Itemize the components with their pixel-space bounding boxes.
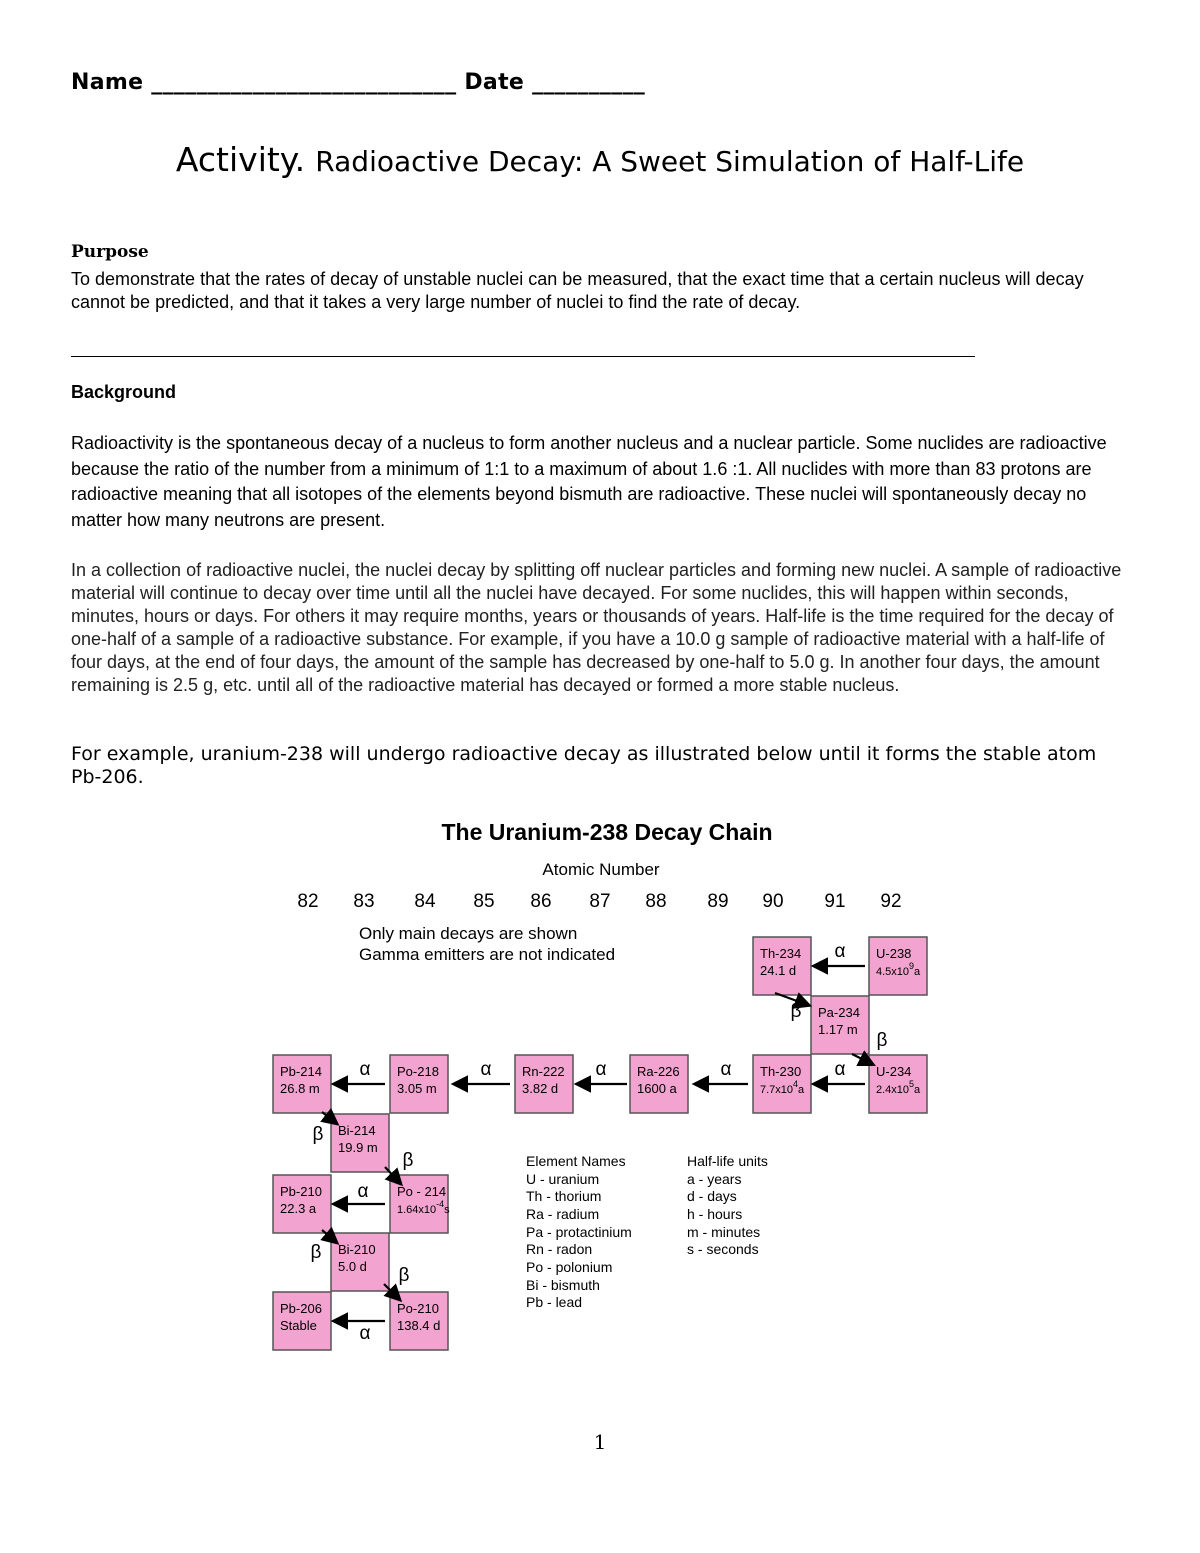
nuclide-name: U-238 [876,946,912,961]
nuclide-half-life: 5.0 d [338,1259,367,1274]
nuclide-name: Pa-234 [818,1005,860,1020]
nuclide-box [273,1292,331,1350]
nuclide-box [390,1055,448,1113]
title-activity: Activity. [175,140,306,179]
legend-half-life-units [687,1153,768,1257]
nuclide-half-life: $1.64x10^{-4}s$ [397,1199,450,1216]
legend-unit-item: s - seconds [687,1241,759,1257]
figure-title: The Uranium-238 Decay Chain [441,819,773,845]
legend-element-item: Po - polonium [526,1259,613,1275]
nuclide-half-life: 1600 a [637,1081,677,1096]
nuclide-box [515,1055,573,1113]
nuclide-box [753,1055,811,1113]
legend-element-item: Ra - radium [526,1206,600,1222]
nuclide-box [869,937,927,995]
atomic-number-label: 83 [353,891,375,912]
alpha-symbol: α [720,1059,732,1080]
nuclide-name: Th-230 [760,1064,802,1079]
nuclide-half-life: 24.1 d [760,963,797,978]
background-heading: Background [71,382,177,402]
purpose-text: To demonstrate that the rates of decay of unstable nuclei can be measured, that the exact time that a certain nucleus will decay cannot be predicted, and that it takes a very large number of nuclei to find the rate of decay. [71,269,1084,312]
nuclide-box [630,1055,688,1113]
atomic-number-label: 82 [297,891,319,912]
nuclide-name: Pb-210 [280,1184,322,1199]
date-label: Date [464,70,525,95]
nuclide-half-life: 138.4 d [397,1318,441,1333]
nuclide-half-life: $2.4x10^5a$ [876,1079,921,1096]
atomic-number-label: 84 [414,891,436,912]
atomic-number-label: 87 [589,891,611,912]
decay-chain-figure [260,810,950,1370]
nuclide-box [331,1114,389,1172]
beta-symbol: β [402,1150,414,1171]
atomic-number-label: 88 [645,891,667,912]
nuclide-box [869,1055,927,1113]
beta-symbol: β [790,1001,802,1022]
nuclide-half-life: 3.82 d [522,1081,559,1096]
legend-unit-item: m - minutes [687,1224,761,1240]
nuclide-half-life: 3.05 m [397,1081,437,1096]
note-main-decays: Only main decays are shown [359,924,578,943]
nuclide-name: Ra-226 [637,1064,680,1079]
page-number: 1 [593,1430,607,1454]
alpha-symbol: α [480,1059,492,1080]
beta-symbol: β [876,1030,888,1051]
page-title [0,140,1200,179]
nuclide-box [811,996,869,1054]
alpha-symbol: α [834,1059,846,1080]
legend-unit-item: h - hours [687,1206,743,1222]
nuclide-name: U-234 [876,1064,912,1079]
beta-symbol: β [310,1242,322,1263]
date-blank[interactable]: __________ [532,70,646,95]
legend-units-heading: Half-life units [687,1153,768,1169]
nuclide-box [273,1055,331,1113]
legend-element-names [526,1153,632,1310]
nuclide-box [753,937,811,995]
nuclide-box [390,1175,450,1233]
legend-element-item: Bi - bismuth [526,1277,600,1293]
legend-element-item: Pa - protactinium [526,1224,632,1240]
nuclide-name: Pb-206 [280,1301,322,1316]
atomic-number-label: 86 [530,891,552,912]
alpha-symbol: α [834,941,846,962]
beta-symbol: β [398,1265,410,1286]
alpha-symbol: α [595,1059,607,1080]
nuclide-name: Pb-214 [280,1064,322,1079]
alpha-symbol: α [359,1323,371,1344]
name-date-line [71,70,645,95]
legend-unit-item: d - days [687,1188,737,1204]
divider [71,356,975,357]
nuclide-name: Po-218 [397,1064,439,1079]
nuclide-box [273,1175,331,1233]
name-label: Name [71,70,144,95]
nuclide-half-life: $7.7x10^4a$ [760,1079,805,1096]
beta-symbol: β [312,1124,324,1145]
legend-elements-heading: Element Names [526,1153,626,1169]
nuclide-box [331,1233,389,1291]
nuclide-half-life: 22.3 a [280,1201,317,1216]
nuclide-name: Po - 214 [397,1184,447,1199]
example-paragraph: For example, uranium-238 will undergo radioactive decay as illustrated below until it forms the stable atom Pb-206. [71,743,1097,788]
nuclide-half-life: $4.5x10^9a$ [876,961,921,978]
nuclide-half-life: Stable [280,1318,317,1333]
atomic-number-row [297,891,901,912]
nuclide-box [390,1292,448,1350]
legend-element-item: Pb - lead [526,1294,583,1310]
atomic-number-label: 89 [707,891,729,912]
legend-unit-item: a - years [687,1171,742,1187]
axis-label: Atomic Number [542,860,660,879]
background-paragraph-2: In a collection of radioactive nuclei, the nuclei decay by splitting off nuclear particles and forming new nuclei. A sample of radioactive material will continue to decay over time until all the nuclei have decayed. For some nuclides, this will happen within seconds, minutes, hours or days. For others it may require months, years or thousands of years. Half-life is the time required for the decay of one-half of a sample of a radioactive substance. For example, if you have a 10.0 g sample of radioactive material with a half-life of four days, at the end of four days, the amount of the sample has decreased by one-half to 5.0 g. In another four days, the amount remaining is 2.5 g, etc. until all of the radioactive material has decayed or formed a more stable nucleus. [71,560,1122,695]
atomic-number-label: 85 [473,891,495,912]
nuclide-name: Bi-214 [338,1123,376,1138]
nuclide-name: Th-234 [760,946,802,961]
nuclide-half-life: 26.8 m [280,1081,320,1096]
title-main: Radioactive Decay: A Sweet Simulation of Half-Life [315,145,1025,178]
legend-element-item: Th - thorium [526,1188,602,1204]
atomic-number-label: 91 [824,891,846,912]
nuclide-boxes [273,937,927,1350]
legend-element-item: U - uranium [526,1171,600,1187]
nuclide-name: Po-210 [397,1301,439,1316]
alpha-symbol: α [359,1059,371,1080]
nuclide-name: Rn-222 [522,1064,565,1079]
note-gamma: Gamma emitters are not indicated [359,945,616,964]
purpose-heading: Purpose [71,242,149,262]
legend-element-item: Rn - radon [526,1241,593,1257]
name-blank[interactable]: ___________________________ [151,70,457,95]
nuclide-half-life: 19.9 m [338,1140,378,1155]
nuclide-half-life: 1.17 m [818,1022,858,1037]
background-paragraph-1: Radioactivity is the spontaneous decay of a nucleus to form another nucleus and a nuclear particle. Some nuclides are radioactive because the ratio of the number from a minimum of 1:1 to a maximum of about 1.6 :1. All nuclides with more than 83 protons are radioactive meaning that all isotopes of the elements beyond bismuth are radioactive. These nuclei will spontaneously decay no matter how many neutrons are present. [71,433,1107,530]
alpha-symbol: α [357,1181,369,1202]
atomic-number-label: 90 [762,891,784,912]
nuclide-name: Bi-210 [338,1242,376,1257]
atomic-number-label: 92 [880,891,902,912]
